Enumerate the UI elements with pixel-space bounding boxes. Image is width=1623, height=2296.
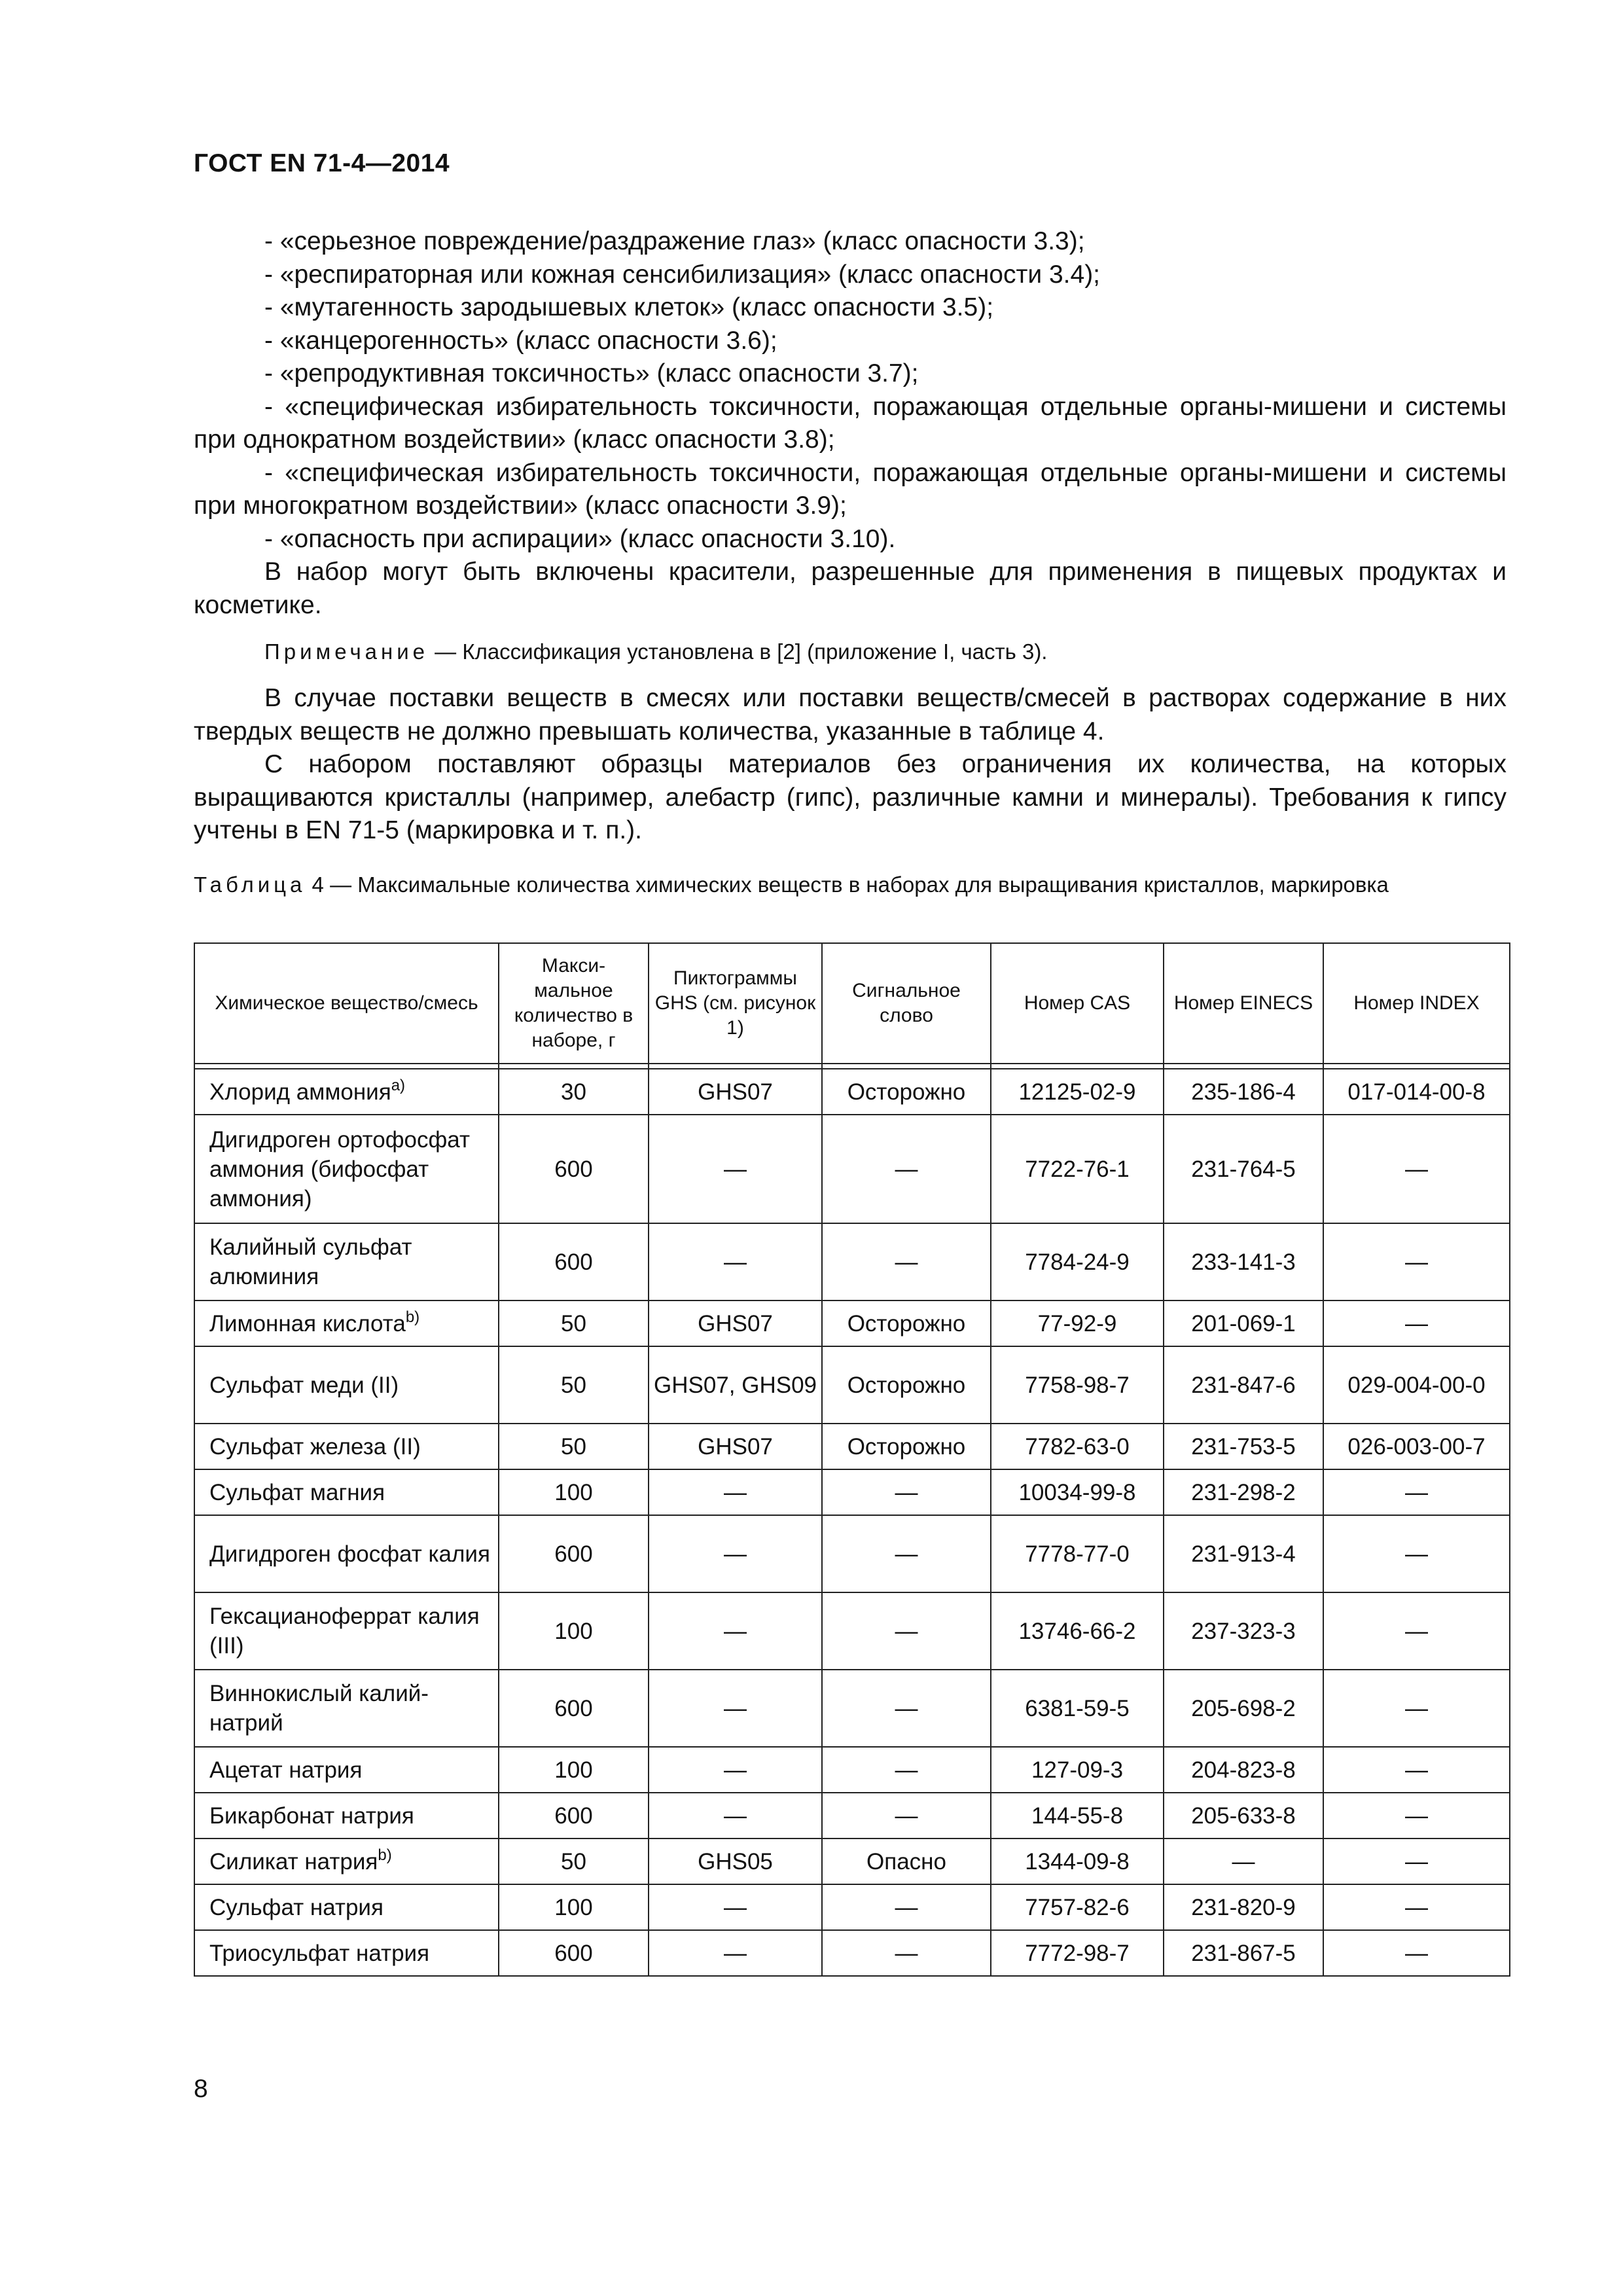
cell-ghs: GHS07, GHS09 [649, 1346, 822, 1424]
substance-name: Дигидроген фосфат калия [209, 1541, 490, 1567]
cell-substance [194, 1424, 499, 1469]
substance-name: Хлорид аммония [209, 1079, 391, 1105]
note-label: Примечание [264, 639, 429, 664]
cell-ghs: — [649, 1930, 822, 1976]
column-header-quantity: Макси-мальное количество в наборе, г [499, 943, 649, 1064]
cell-ghs: — [649, 1469, 822, 1515]
cell-quantity: 100 [499, 1592, 649, 1670]
table-caption-text: 4 — Максимальные количества химических веществ в наборах для выращивания кристаллов, маркировка [306, 872, 1389, 897]
chemicals-table [194, 942, 1510, 1977]
cell-cas: 7782-63-0 [991, 1424, 1164, 1469]
table-row [194, 1424, 1510, 1469]
cell-index: — [1323, 1930, 1510, 1976]
cell-signal-word: — [822, 1670, 991, 1747]
substance-name: Сульфат железа (II) [209, 1433, 421, 1460]
cell-einecs: 233-141-3 [1164, 1223, 1323, 1300]
cell-index: — [1323, 1884, 1510, 1930]
table-row [194, 1469, 1510, 1515]
table-row [194, 1515, 1510, 1592]
cell-index: — [1323, 1592, 1510, 1670]
cell-ghs: — [649, 1670, 822, 1747]
cell-signal-word: Опасно [822, 1839, 991, 1884]
column-header-einecs: Номер EINECS [1164, 943, 1323, 1064]
body-text [194, 225, 1507, 848]
paragraph-samples: С набором поставляют образцы материалов без ограничения их количества, на которых выращиваются кристаллы (например, алебастр (гипс), различные камни и минералы). Требования к гипсу учтены в EN 71-5 (маркировка и т. п.). [194, 750, 1507, 844]
cell-substance [194, 1223, 499, 1300]
cell-cas: 7758-98-7 [991, 1346, 1164, 1424]
substance-name: Сульфат меди (II) [209, 1372, 399, 1398]
cell-einecs: 205-698-2 [1164, 1670, 1323, 1747]
column-header-index: Номер INDEX [1323, 943, 1510, 1064]
cell-index: — [1323, 1115, 1510, 1223]
cell-einecs: 231-913-4 [1164, 1515, 1323, 1592]
table-caption-label: Таблица [194, 872, 306, 897]
cell-cas: 12125-02-9 [991, 1069, 1164, 1115]
cell-signal-word: Осторожно [822, 1424, 991, 1469]
table-row [194, 1670, 1510, 1747]
cell-ghs: GHS05 [649, 1839, 822, 1884]
cell-index: 026-003-00-7 [1323, 1424, 1510, 1469]
cell-substance [194, 1930, 499, 1976]
cell-quantity: 30 [499, 1069, 649, 1115]
cell-cas: 7784-24-9 [991, 1223, 1164, 1300]
cell-cas: 127-09-3 [991, 1747, 1164, 1793]
cell-quantity: 100 [499, 1469, 649, 1515]
substance-name: Гексацианоферрат калия (III) [209, 1604, 480, 1659]
cell-index: — [1323, 1300, 1510, 1346]
column-header-ghs: Пиктограммы GHS (см. рисунок 1) [649, 943, 822, 1064]
cell-substance [194, 1469, 499, 1515]
cell-substance [194, 1592, 499, 1670]
cell-substance [194, 1793, 499, 1839]
list-item: - «опасность при аспирации» (класс опасности 3.10). [264, 524, 896, 553]
cell-quantity: 600 [499, 1930, 649, 1976]
note-text: — Классификация установлена в [2] (приложение I, часть 3). [429, 639, 1048, 664]
paragraph-mixtures: В случае поставки веществ в смесях или поставки веществ/смесей в растворах содержание в них твердых веществ не должно превышать количества, указанные в таблице 4. [194, 684, 1507, 745]
cell-index: — [1323, 1747, 1510, 1793]
cell-cas: 7722-76-1 [991, 1115, 1164, 1223]
cell-ghs: GHS07 [649, 1069, 822, 1115]
paragraph-dyes: В набор могут быть включены красители, разрешенные для применения в пищевых продуктах и косметике. [194, 558, 1507, 619]
cell-quantity: 100 [499, 1884, 649, 1930]
cell-quantity: 600 [499, 1670, 649, 1747]
cell-signal-word: — [822, 1592, 991, 1670]
cell-ghs: — [649, 1747, 822, 1793]
cell-einecs: 231-753-5 [1164, 1424, 1323, 1469]
cell-signal-word: Осторожно [822, 1346, 991, 1424]
cell-ghs: — [649, 1884, 822, 1930]
cell-ghs: — [649, 1515, 822, 1592]
list-item: - «специфическая избирательность токсичности, поражающая отдельные органы-мишени и системы при однократном воздействии» (класс опасности 3.8); [194, 392, 1507, 454]
cell-substance [194, 1300, 499, 1346]
cell-substance [194, 1115, 499, 1223]
cell-cas: 7772-98-7 [991, 1930, 1164, 1976]
substance-name: Триосульфат натрия [209, 1940, 430, 1966]
cell-einecs: 231-867-5 [1164, 1930, 1323, 1976]
cell-quantity: 600 [499, 1793, 649, 1839]
substance-name: Лимонная кислота [209, 1310, 406, 1336]
cell-cas: 13746-66-2 [991, 1592, 1164, 1670]
column-header-substance: Химическое вещество/смесь [194, 943, 499, 1064]
cell-einecs: 201-069-1 [1164, 1300, 1323, 1346]
cell-substance [194, 1839, 499, 1884]
cell-substance [194, 1747, 499, 1793]
cell-index: — [1323, 1515, 1510, 1592]
cell-signal-word: Осторожно [822, 1069, 991, 1115]
cell-quantity: 600 [499, 1223, 649, 1300]
cell-einecs: 231-820-9 [1164, 1884, 1323, 1930]
cell-cas: 6381-59-5 [991, 1670, 1164, 1747]
cell-einecs: 231-298-2 [1164, 1469, 1323, 1515]
cell-index: 017-014-00-8 [1323, 1069, 1510, 1115]
cell-cas: 1344-09-8 [991, 1839, 1164, 1884]
cell-index: 029-004-00-0 [1323, 1346, 1510, 1424]
substance-name: Калийный сульфат алюминия [209, 1234, 412, 1289]
cell-signal-word: — [822, 1515, 991, 1592]
cell-einecs: 231-847-6 [1164, 1346, 1323, 1424]
table-row [194, 1115, 1510, 1223]
cell-signal-word: — [822, 1469, 991, 1515]
cell-einecs: 237-323-3 [1164, 1592, 1323, 1670]
cell-einecs: 205-633-8 [1164, 1793, 1323, 1839]
page-number: 8 [194, 2075, 208, 2103]
substance-name: Сульфат магния [209, 1479, 385, 1505]
table-row [194, 1069, 1510, 1115]
table-caption [194, 870, 1507, 899]
cell-signal-word: Осторожно [822, 1300, 991, 1346]
cell-einecs: 204-823-8 [1164, 1747, 1323, 1793]
cell-index: — [1323, 1839, 1510, 1884]
cell-signal-word: — [822, 1747, 991, 1793]
substance-name: Виннокислый калий-натрий [209, 1681, 429, 1736]
substance-name: Дигидроген ортофосфат аммония (бифосфат аммония) [209, 1126, 470, 1211]
list-item: - «мутагенность зародышевых клеток» (класс опасности 3.5); [264, 293, 994, 321]
substance-name: Бикарбонат натрия [209, 1803, 414, 1829]
list-item: - «репродуктивная токсичность» (класс опасности 3.7); [264, 359, 919, 387]
cell-quantity: 50 [499, 1839, 649, 1884]
cell-substance [194, 1884, 499, 1930]
cell-cas: 144-55-8 [991, 1793, 1164, 1839]
cell-index: — [1323, 1223, 1510, 1300]
cell-einecs: 231-764-5 [1164, 1115, 1323, 1223]
cell-cas: 77-92-9 [991, 1300, 1164, 1346]
footnote-marker: b) [405, 1308, 420, 1326]
cell-signal-word: — [822, 1930, 991, 1976]
substance-name: Силикат натрия [209, 1848, 378, 1874]
cell-quantity: 600 [499, 1515, 649, 1592]
cell-substance [194, 1515, 499, 1592]
note [194, 637, 1507, 666]
cell-signal-word: — [822, 1115, 991, 1223]
substance-name: Сульфат натрия [209, 1894, 383, 1920]
table-row [194, 1592, 1510, 1670]
cell-quantity: 600 [499, 1115, 649, 1223]
cell-cas: 7757-82-6 [991, 1884, 1164, 1930]
cell-quantity: 100 [499, 1747, 649, 1793]
list-item: - «специфическая избирательность токсичности, поражающая отдельные органы-мишени и системы при многократном воздействии» (класс опасности 3.9); [194, 458, 1507, 520]
cell-quantity: 50 [499, 1346, 649, 1424]
cell-substance [194, 1069, 499, 1115]
list-item: - «серьезное повреждение/раздражение глаз» (класс опасности 3.3); [264, 227, 1085, 255]
column-header-cas: Номер CAS [991, 943, 1164, 1064]
cell-ghs: — [649, 1793, 822, 1839]
table-body [194, 1069, 1510, 1976]
cell-ghs: GHS07 [649, 1424, 822, 1469]
cell-index: — [1323, 1670, 1510, 1747]
table-row [194, 1747, 1510, 1793]
cell-ghs: — [649, 1592, 822, 1670]
cell-ghs: — [649, 1115, 822, 1223]
cell-substance [194, 1346, 499, 1424]
footnote-marker: b) [378, 1846, 392, 1864]
table-row [194, 1884, 1510, 1930]
cell-ghs: — [649, 1223, 822, 1300]
cell-cas: 7778-77-0 [991, 1515, 1164, 1592]
table-row [194, 1793, 1510, 1839]
cell-einecs: — [1164, 1839, 1323, 1884]
cell-signal-word: — [822, 1223, 991, 1300]
footnote-marker: a) [391, 1076, 406, 1094]
cell-quantity: 50 [499, 1300, 649, 1346]
cell-signal-word: — [822, 1884, 991, 1930]
cell-quantity: 50 [499, 1424, 649, 1469]
cell-index: — [1323, 1793, 1510, 1839]
header-gap [194, 1064, 1510, 1069]
cell-substance [194, 1670, 499, 1747]
cell-index: — [1323, 1469, 1510, 1515]
list-item: - «респираторная или кожная сенсибилизация» (класс опасности 3.4); [264, 260, 1101, 289]
table-row [194, 1930, 1510, 1976]
cell-cas: 10034-99-8 [991, 1469, 1164, 1515]
table-row [194, 1223, 1510, 1300]
list-item: - «канцерогенность» (класс опасности 3.6); [264, 326, 777, 355]
table-row [194, 1839, 1510, 1884]
table-row [194, 1300, 1510, 1346]
substance-name: Ацетат натрия [209, 1757, 363, 1783]
cell-einecs: 235-186-4 [1164, 1069, 1323, 1115]
cell-signal-word: — [822, 1793, 991, 1839]
column-header-signal-word: Сигнальное слово [822, 943, 991, 1064]
cell-ghs: GHS07 [649, 1300, 822, 1346]
table-header-row [194, 943, 1510, 1064]
page-title: ГОСТ EN 71-4—2014 [194, 149, 450, 177]
table-row [194, 1346, 1510, 1424]
